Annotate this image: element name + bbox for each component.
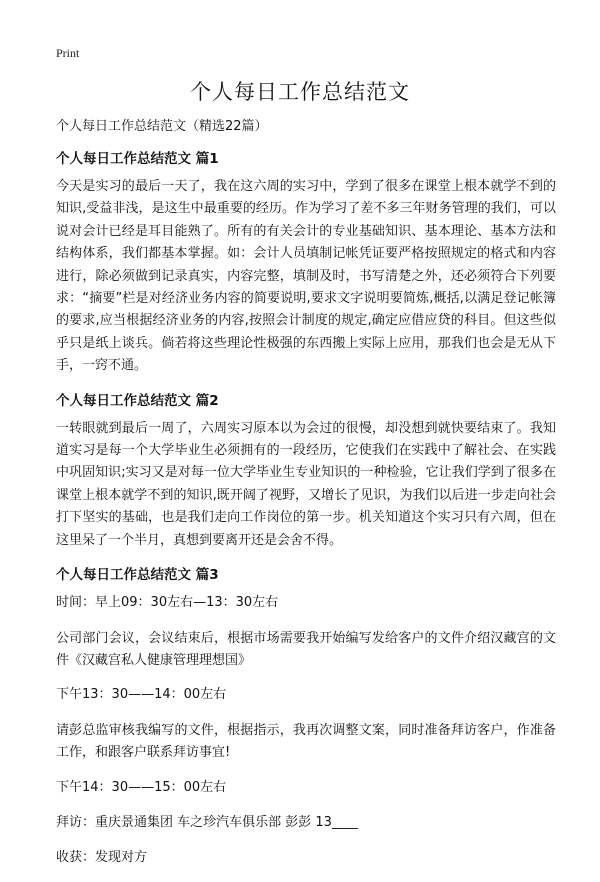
section-3 <box>56 564 556 870</box>
page-title: 个人每日工作总结范文 <box>190 80 410 104</box>
section-heading: 个人每日工作总结范文 篇1 <box>56 151 219 167</box>
section-paragraph: 请彭总监审核我编写的文件，根据指示，我再次调整文案，同时准备拜访客户，作准备工作，和跟客户联系拜访事宜! <box>56 722 556 761</box>
section-heading: 个人每日工作总结范文 篇3 <box>56 567 219 584</box>
print-label: Print <box>56 46 80 60</box>
section-1 <box>56 148 556 378</box>
section-paragraph: 一转眼就到最后一周了，六周实习原本以为会过的很慢，却没想到就快要结束了。我知道实习是每一个大学毕业生必须拥有的一段经历，它使我们在实践中了解社会、在实践中巩固知识;实习又是对每一位大学毕业生专业知识的一种检验，它让我们学到了很多在课堂上根本就学不到的知识,既开阔了视野，又增长了见识，为我们以后进一步走向社会打下坚实的基础，也是我们走向工作岗位的第一步。机关知道这个实习只有六周，但在这里呆了一个半月，真想到要离开还是会舍不得。 <box>56 420 556 548</box>
section-2 <box>56 390 556 552</box>
section-paragraph: 今天是实习的最后一天了，我在这六周的实习中，学到了很多在课堂上根本就学不到的知识,受益非浅，是这生中最重要的经历。作为学习了差不多三年财务管理的我们，可以说对会计已经是耳目能熟了。所有的有关会计的专业基础知识、基本理论、基本方法和结构体系，我们都基本掌握。如：会计人员填制记帐凭证要严格按照规定的格式和内容进行，除必须做到记录真实，内容完整，填制及时，书写清楚之外，还必须符合下列要求：“摘要”栏是对经济业务内容的简要说明,要求文字说明要简炼,概括,以满足登记帐簿的要求,应当根据经济业务的内容,按照会计制度的规定,确定应借应贷的科目。但这些似乎只是纸上谈兵。倘若将这些理论性极强的东西搬上实际上应用，那我们也会是无从下手，一窍不通。 <box>56 179 556 374</box>
section-paragraph: 拜访：重庆景通集团 车之珍汽车俱乐部 彭彭 13____ <box>56 814 358 830</box>
document-subtitle: 个人每日工作总结范文（精选22篇） <box>56 119 268 134</box>
document-body <box>56 116 556 882</box>
section-paragraph: 时间：早上09：30左右—13：30左右 <box>56 595 279 611</box>
section-paragraph: 下午13：30——14：00左右 <box>56 687 227 703</box>
section-paragraph: 下午14：30——15：00左右 <box>56 779 227 795</box>
section-heading: 个人每日工作总结范文 篇2 <box>56 392 219 409</box>
section-paragraph: 公司部门会议，会议结束后，根据市场需要我开始编写发给客户的文件介绍汉藏宫的文件《汉藏宫私人健康管理理想国》 <box>56 630 556 668</box>
section-paragraph: 收获：发现对方 <box>56 850 148 866</box>
